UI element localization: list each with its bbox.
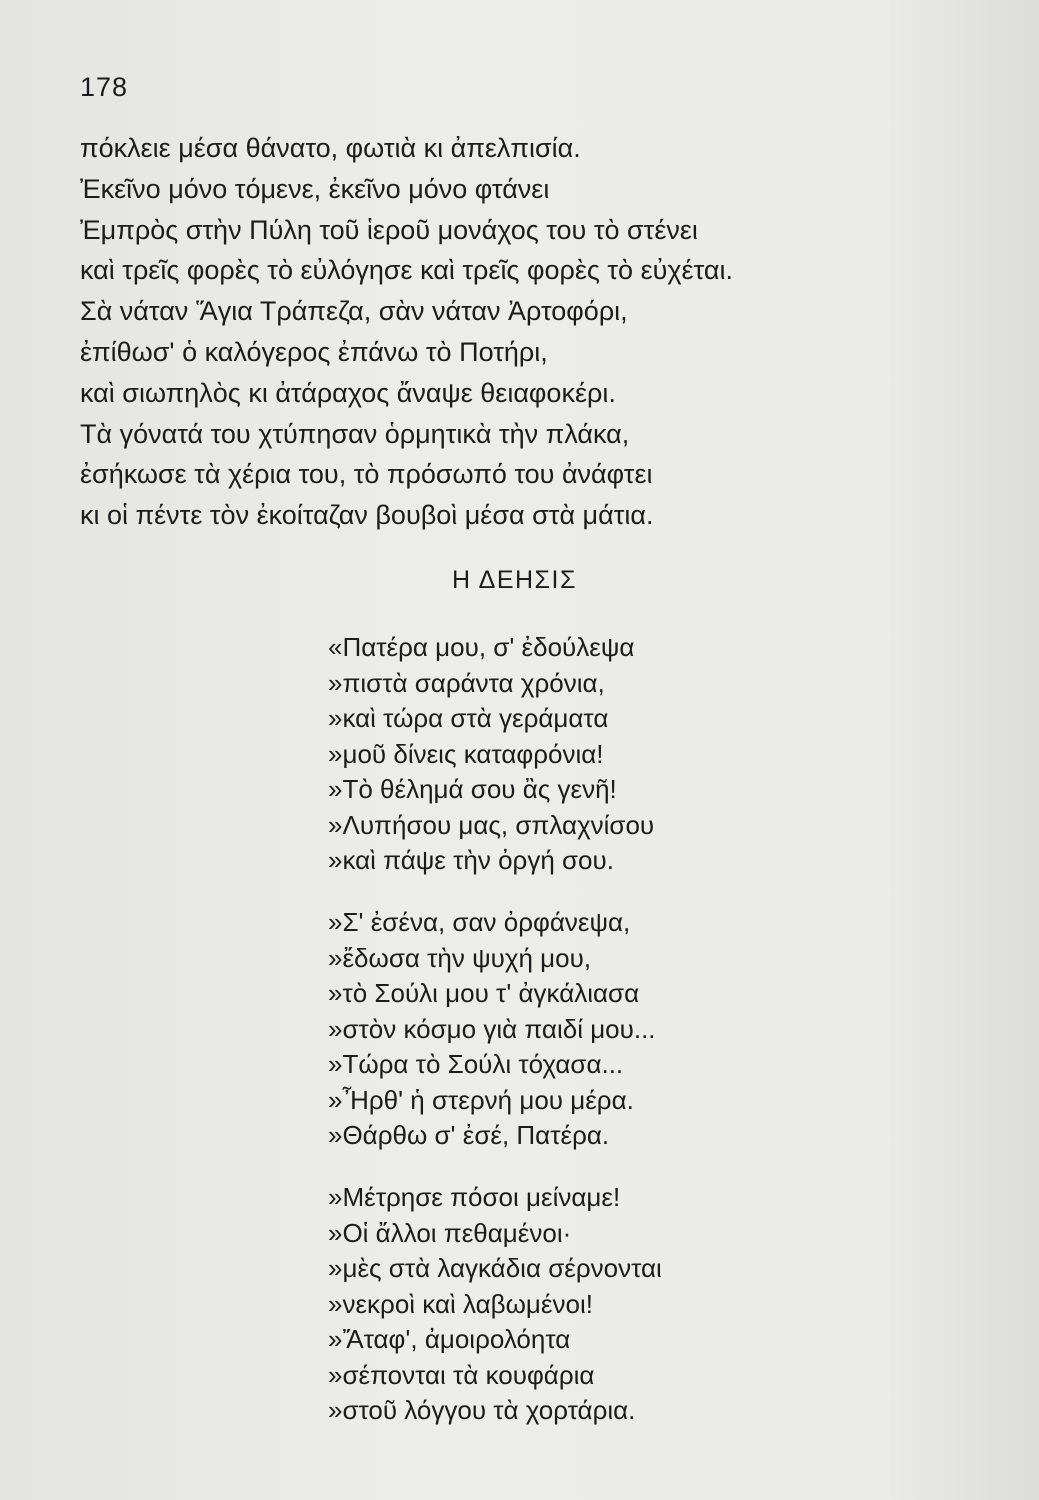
verse-line: »πιστὰ σαράντα χρόνια, [328, 667, 605, 698]
poem-title: Η ΔΕΗΣΙΣ [452, 566, 577, 594]
prose-line: κι οἱ πέντε τὸν ἐκοίταζαν βουβοὶ μέσα στὰ μάτια. [80, 500, 654, 531]
verse-line: »σέπονται τὰ κουφάρια [328, 1359, 595, 1390]
verse-line: »Σ' ἐσένα, σαν ὀρφάνεψα, [328, 907, 631, 937]
verse-line: »στοῦ λόγγου τὰ χορτάρια. [328, 1395, 636, 1425]
poem-stanza-1 [328, 630, 788, 879]
verse-line: »καὶ πάψε τὴν ὀργή σου. [328, 845, 614, 875]
verse-line: »μὲς στὰ λαγκάδια σέρνονται [328, 1253, 662, 1283]
verse-line: »Ἦρθ' ἡ στερνή μου μέρα. [328, 1084, 634, 1115]
prose-line: Ἐκεῖνο μόνο τόμενε, ἐκεῖνο μόνο φτάνει [80, 173, 550, 204]
verse-line: »Θάρθω σ' ἐσέ, Πατέρα. [328, 1120, 610, 1150]
prose-line: καὶ σιωπηλὸς κι ἀτάραχος ἄναψε θειαφοκέρι. [80, 377, 616, 408]
verse-line: »ἔδωσα τὴν ψυχή μου, [328, 942, 592, 973]
prose-line: καὶ τρεῖς φορὲς τὸ εὐλόγησε καὶ τρεῖς φορὲς τὸ εὐχέται. [80, 255, 733, 286]
verse-line: «Πατέρα μου, σ' ἐδούλεψα [328, 632, 635, 662]
poem-stanza-3 [328, 1180, 788, 1429]
prose-line: Ἐμπρὸς στὴν Πύλη τοῦ ἱεροῦ μονάχος του τὸ στένει [80, 214, 698, 245]
verse-line: »στὸν κόσμο γιὰ παιδί μου... [328, 1013, 656, 1044]
verse-line: »καὶ τώρα στὰ γεράματα [328, 703, 609, 733]
prose-passage [80, 128, 800, 536]
verse-line: »τὸ Σούλι μου τ' ἀγκάλιασα [328, 978, 640, 1008]
verse-line: »Μέτρησε πόσοι μείναμε! [328, 1182, 621, 1212]
prose-line: ἐσήκωσε τὰ χέρια του, τὸ πρόσωπό του ἀνάφτει [80, 459, 653, 490]
verse-line: »Λυπήσου μας, σπλαχνίσου [328, 809, 655, 840]
poem-stanza-2 [328, 905, 788, 1154]
prose-line: πόκλειε μέσα θάνατο, φωτιὰ κι ἀπελπισία. [80, 133, 581, 163]
verse-line: »Ἄταφ', ἀμοιρολόητα [328, 1324, 571, 1354]
prose-line: Σὰ νάταν Ἅγια Τράπεζα, σὰν νάταν Ἀρτοφόρι, [80, 296, 628, 327]
verse-line: »Οἱ ἄλλοι πεθαμένοι· [328, 1217, 572, 1248]
verse-line: »μοῦ δίνεις καταφρόνια! [328, 738, 604, 769]
prose-line: ἐπίθωσ' ὁ καλόγερος ἐπάνω τὸ Ποτήρι, [80, 336, 548, 367]
page-number: 178 [80, 72, 129, 102]
verse-line: »Τὸ θέλημά σου ἂς γενῆ! [328, 774, 617, 804]
prose-line: Τὰ γόνατά του χτύπησαν ὁρμητικὰ τὴν πλάκα, [80, 418, 630, 449]
verse-line: »νεκροὶ καὶ λαβωμένοι! [328, 1288, 593, 1319]
verse-line: »Τώρα τὸ Σούλι τόχασα... [328, 1049, 624, 1079]
